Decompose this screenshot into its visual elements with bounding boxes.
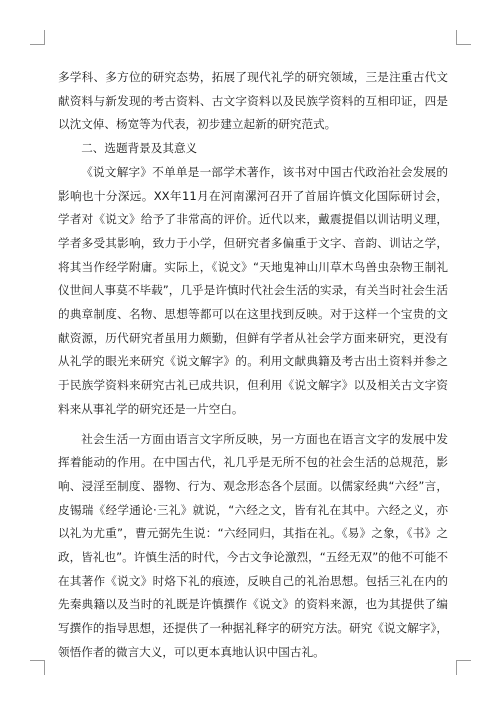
section-heading: 二、选题背景及其意义	[81, 141, 198, 156]
paragraph-shuowen-background: 《说文解字》不单单是一部学术著作，该书对中国古代政治社会发展的影响也十分深远。XX年11月在河南漯河召开了首届许慎文化国际研讨会，学者对《说文》给予了非常高的评价。近代以来，戴震提倡以训诂明义理，学者多受其影响，致力于小学，但研究者多偏重于文字、音韵、训诂之学，将其当作经学附庸。实际上，《说文》“天地鬼神山川草木鸟兽虫杂物王制礼仪世间人事莫不毕载”，几乎是许慎时代社会生活的实录，有关当时社会生活的典章制度、名物、思想等都可以在这里找到反映。对于这样一个宝贵的文献资源，历代研究者虽用力颇勤，但鲜有学者从社会学方面来研究，更没有从礼学的眼光来研究《说文解字》的。利用文献典籍及考古出土资料并参之于民族学资料来研究古礼已成共识，但利用《说文解字》以及相关古文字资料来从事礼学的研究还是一片空白。	[58, 164, 448, 416]
crop-mark-bottom-right	[456, 660, 471, 675]
paragraph-social-life: 社会生活一方面由语言文字所反映，另一方面也在语言文字的发展中发挥着能动的作用。在中国古代，礼几乎是无所不包的社会生活的总规范，影响、浸淫至制度、器物、行为、观念形态各个层面。以儒家经典“六经”言，皮锡瑞《经学通论·三礼》就说，“六经之文，皆有礼在其中。六经之义，亦以礼为尤重”，曹元弼先生说：“六经同归，其指在礼。《易》之象，《书》之政，皆礼也”。许慎生活的时代，今古文争论激烈，“五经无双”的他不可能不在其著作《说文》时烙下礼的痕迹，反映自己的礼治思想。包括三礼在内的先秦典籍以及当时的礼既是许慎撰作《说文》的资料来源，也为其提供了编写撰作的指导思想，还提供了一种据礼释字的研究方法。研究《说文解字》，领悟作者的微言大义，可以更本真地认识中国古礼。	[58, 431, 448, 659]
paragraph-continuation: 多学科、多方位的研究态势，拓展了现代礼学的研究领域，三是注重古代文献资料与新发现的考古资料、古文字资料以及民族学资料的互相印证，四是以沈文倬、杨宽等为代表，初步建立起新的研究范式。	[58, 70, 448, 132]
crop-mark-bottom-left	[30, 660, 45, 675]
crop-mark-top-left	[30, 30, 45, 45]
document-body	[58, 66, 448, 665]
crop-mark-top-right	[456, 30, 471, 45]
